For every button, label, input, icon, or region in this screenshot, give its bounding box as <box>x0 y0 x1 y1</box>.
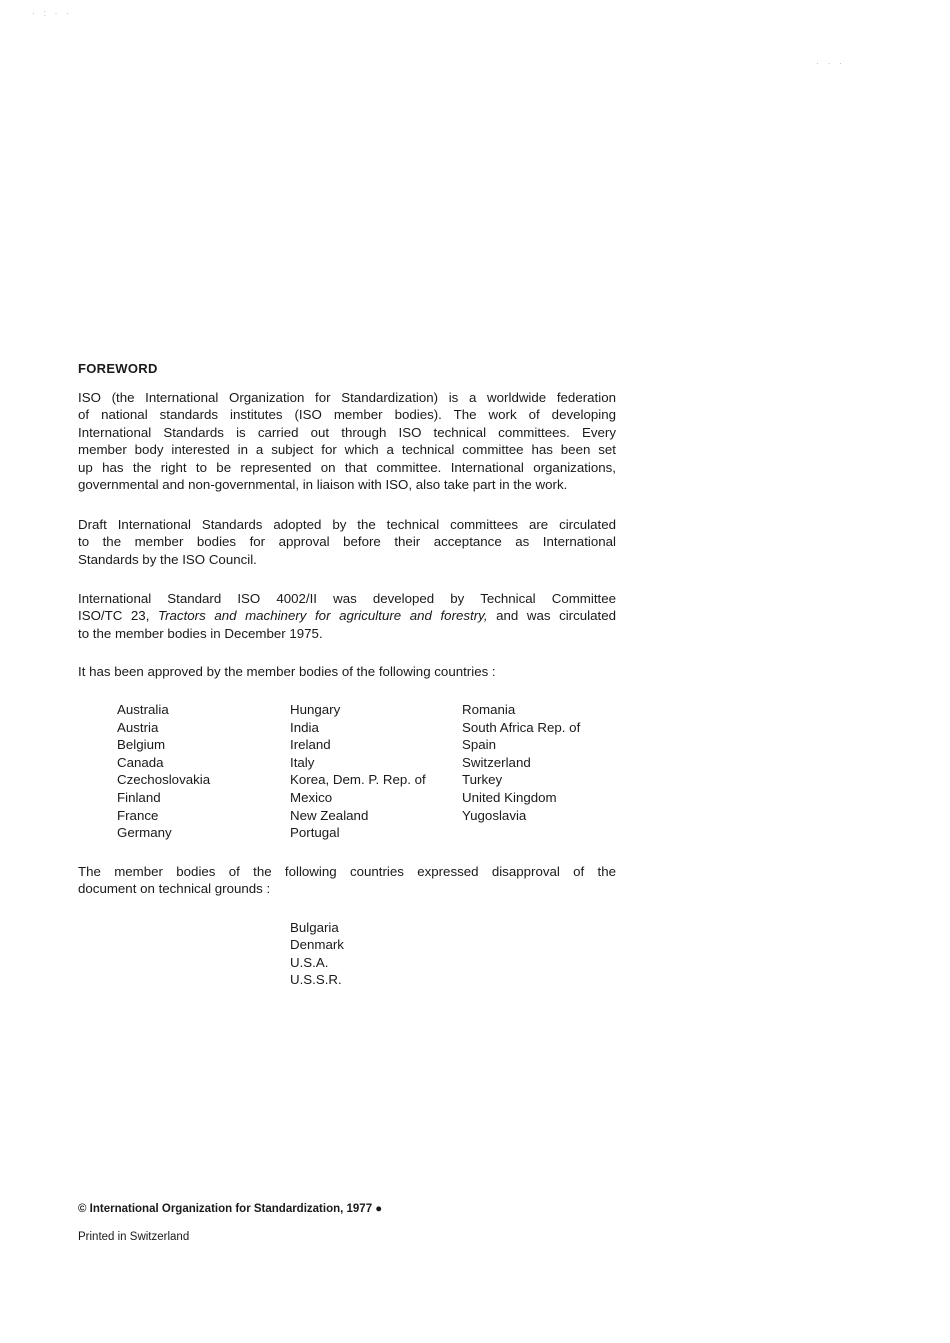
country-item: Spain <box>462 737 497 753</box>
text-line: International Standard ISO 4002/II was developed by Technical Committee <box>78 591 616 606</box>
country-item: Yugoslavia <box>462 807 527 823</box>
country-item: Belgium <box>117 737 166 753</box>
country-item: Ireland <box>290 737 331 753</box>
country-item: Czechoslovakia <box>117 772 211 788</box>
country-item: Austria <box>117 719 159 735</box>
text-fragment: and was circulated <box>487 608 616 624</box>
country-item: Portugal <box>290 825 340 841</box>
text-line: document on technical grounds : <box>78 881 271 897</box>
country-item: South Africa Rep. of <box>462 719 581 735</box>
committee-ref: ISO/TC 23, <box>78 608 158 624</box>
country-item: Switzerland <box>462 754 531 770</box>
paragraph-standard-development <box>78 590 616 642</box>
scan-speck-top-left: · : · · <box>32 8 72 18</box>
text-line: International Standards is carried out through ISO technical committees. Every <box>78 424 616 440</box>
country-item: United Kingdom <box>462 789 557 805</box>
paragraph-disapproval-intro <box>78 863 616 898</box>
country-item: Denmark <box>290 937 344 953</box>
country-item: Australia <box>117 702 169 717</box>
paragraph-approval-intro <box>78 663 616 680</box>
text-line: ISO (the International Organization for Standardization) is a worldwide federation <box>78 390 616 405</box>
country-item: Germany <box>117 825 172 841</box>
country-item: U.S.A. <box>290 954 329 970</box>
paragraph-iso-intro <box>78 389 616 493</box>
country-item: Turkey <box>462 772 503 788</box>
country-item: Italy <box>290 754 315 770</box>
copyright-notice: © International Organization for Standardization, 1977 ● <box>78 1203 383 1215</box>
text-line: It has been approved by the member bodies of the following countries : <box>78 664 496 679</box>
text-line: governmental and non-governmental, in liaison with ISO, also take part in the work. <box>78 477 568 493</box>
text-line: Standards by the ISO Council. <box>78 551 257 567</box>
text-line: Draft International Standards adopted by the technical committees are circulated <box>78 517 616 532</box>
text-line: The member bodies of the following countries expressed disapproval of the <box>78 864 616 879</box>
text-line <box>78 607 616 624</box>
approved-countries-column-2 <box>290 701 426 842</box>
country-item: Bulgaria <box>290 920 339 935</box>
disapproving-countries-list <box>290 919 344 989</box>
country-item: U.S.S.R. <box>290 972 342 988</box>
text-line: member body interested in a subject for which a technical committee has been set <box>78 442 616 458</box>
country-item: India <box>290 719 319 735</box>
country-item: Finland <box>117 789 161 805</box>
approved-countries-column-1 <box>117 701 210 842</box>
country-item: Mexico <box>290 789 333 805</box>
country-item: Romania <box>462 702 516 717</box>
country-item: Korea, Dem. P. Rep. of <box>290 772 426 788</box>
text-line: to the member bodies for approval before their acceptance as International <box>78 534 616 550</box>
country-item: France <box>117 807 159 823</box>
printed-in-notice: Printed in Switzerland <box>78 1231 190 1243</box>
approved-countries-column-3 <box>462 701 580 824</box>
country-item: Canada <box>117 754 164 770</box>
foreword-heading: FOREWORD <box>78 361 158 376</box>
text-line: up has the right to be represented on that committee. International organizations, <box>78 459 616 475</box>
text-line: to the member bodies in December 1975. <box>78 625 323 641</box>
country-item: New Zealand <box>290 807 369 823</box>
country-item: Hungary <box>290 702 341 717</box>
scan-speck-top-right: · · · <box>816 58 845 68</box>
committee-title: Tractors and machinery for agriculture and forestry, <box>157 608 488 624</box>
text-line: of national standards institutes (ISO member bodies). The work of developing <box>78 407 616 423</box>
paragraph-draft-standards <box>78 516 616 568</box>
